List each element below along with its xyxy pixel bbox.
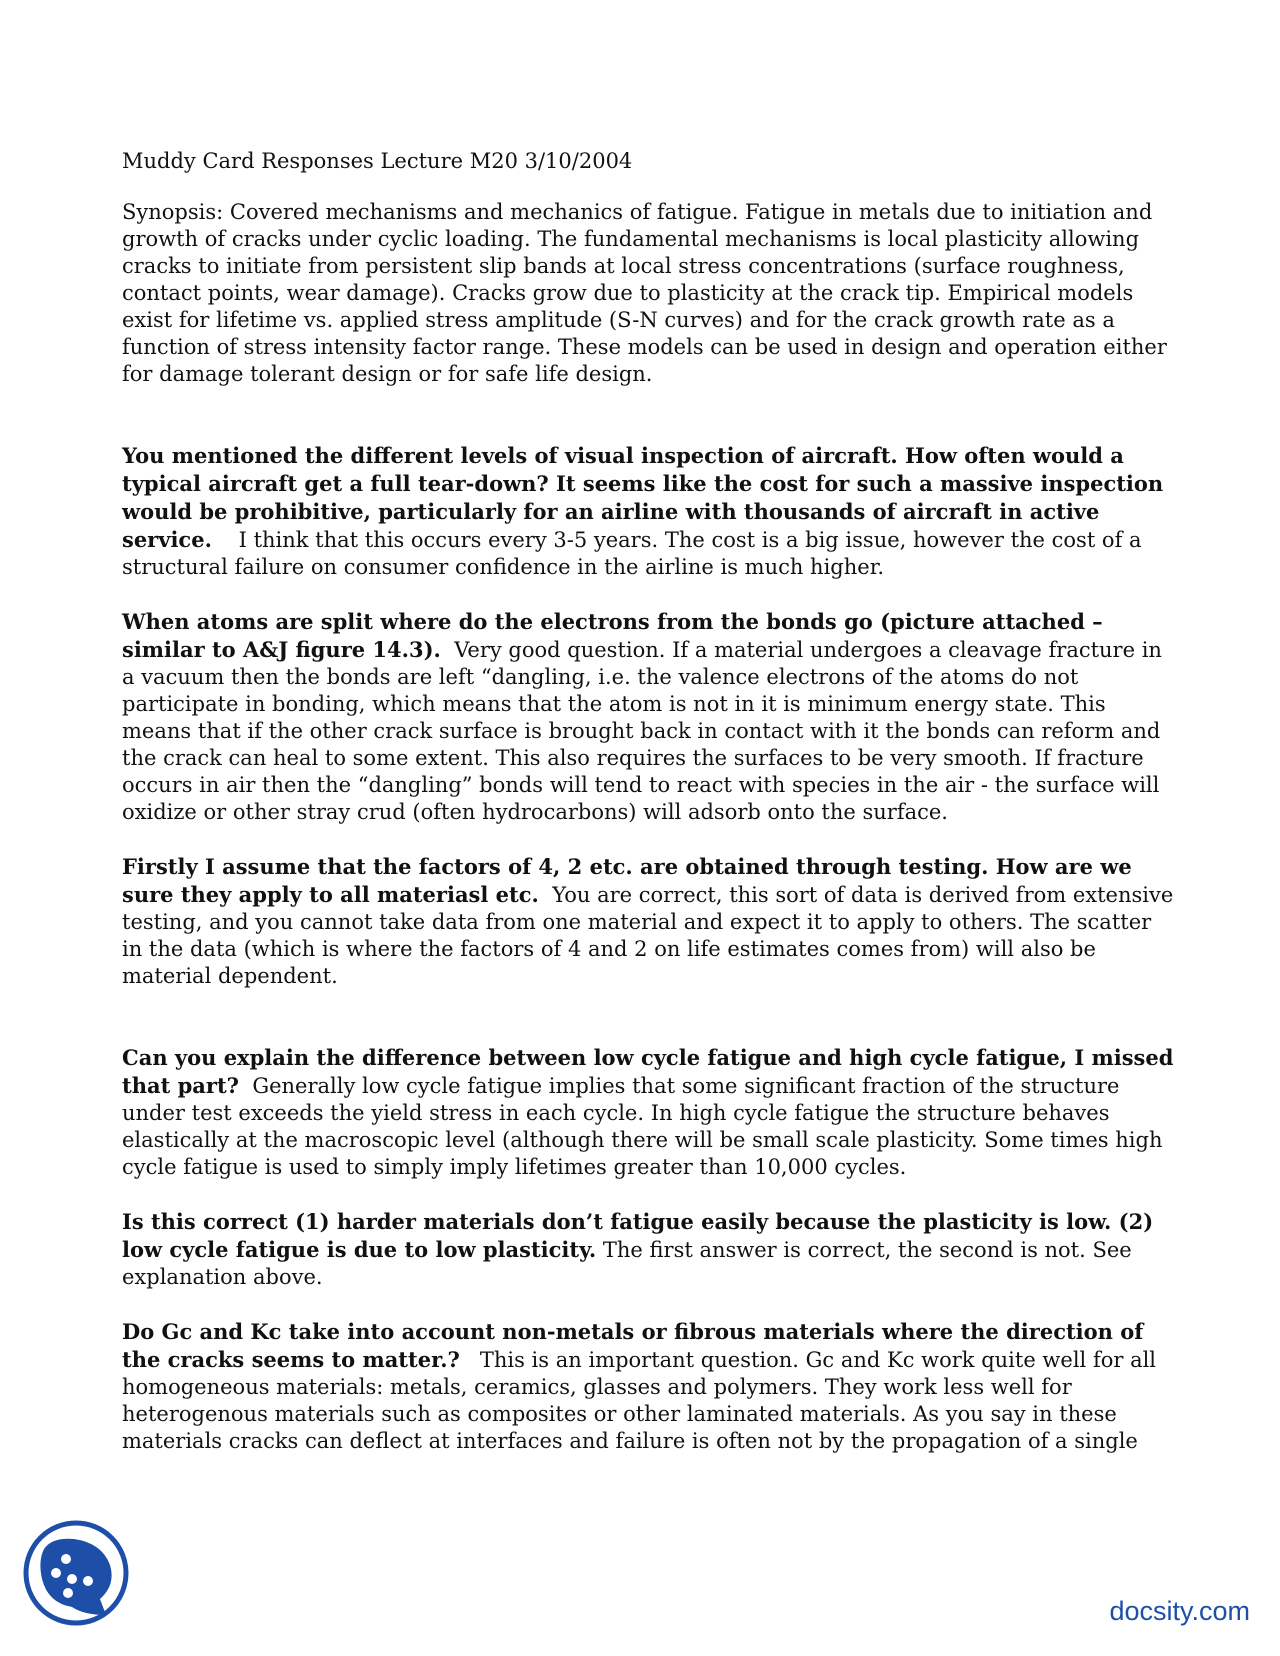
qa-answer: This is an important question. Gc and Kc work quite well for all homogeneous materials: metals, ceramics, glasses and polymers. They work less well for heterogenous materials such as composites or other laminated materials. As you say in these materials cracks can deflect at interfaces and failure is often not by the propagation of a single xyxy=(122,1348,1157,1453)
qa-item xyxy=(122,1318,1174,1455)
qa-answer: The first answer is correct, the second is not. See explanation above. xyxy=(122,1238,1132,1289)
synopsis-paragraph: Synopsis: Covered mechanisms and mechanics of fatigue. Fatigue in metals due to initiation and growth of cracks under cyclic loading. The fundamental mechanisms is local plasticity allowing cracks to initiate from persistent slip bands at local stress concentrations (surface roughness, contact points, wear damage). Cracks grow due to plasticity at the crack tip. Empirical models exist for lifetime vs. applied stress amplitude (S-N curves) and for the crack growth rate as a function of stress intensity factor range. These models can be used in design and operation either for damage tolerant design or for safe life design. xyxy=(122,200,1167,386)
qa-question: Is this correct (1) harder materials don’t fatigue easily because the plasticity is low. (2) low cycle fatigue is due to low plasticity. xyxy=(122,1209,1154,1262)
qa-item xyxy=(122,1044,1174,1181)
qa-item xyxy=(122,853,1174,990)
qa-question: Can you explain the difference between low cycle fatigue and high cycle fatigue, I missed that part? xyxy=(122,1045,1174,1098)
qa-question: Do Gc and Kc take into account non-metals or fibrous materials where the direction of the cracks seems to matter.? xyxy=(122,1319,1144,1372)
docsity-logo-icon xyxy=(22,1519,130,1627)
qa-answer: You are correct, this sort of data is derived from extensive testing, and you cannot take data from one material and expect it to apply to others. The scatter in the data (which is where the factors of 4 and 2 on life estimates comes from) will also be material dependent. xyxy=(122,883,1174,988)
qa-item xyxy=(122,1208,1174,1291)
qa-question: When atoms are split where do the electrons from the bonds go (picture attached – similar to A&J figure 14.3). xyxy=(122,609,1103,662)
document-body xyxy=(122,148,1174,1482)
qa-item xyxy=(122,608,1174,826)
document-title: Muddy Card Responses Lecture M20 3/10/2004 xyxy=(122,149,633,173)
qa-item xyxy=(122,442,1174,581)
docsity-brand-link[interactable]: docsity.com xyxy=(1109,1596,1250,1626)
qa-question: You mentioned the different levels of visual inspection of aircraft. How often would a typical aircraft get a full tear-down? It seems like the cost for such a massive inspection would be prohibitive, particularly for an airline with thousands of aircraft in active service. xyxy=(122,443,1164,552)
qa-answer: I think that this occurs every 3-5 years. The cost is a big issue, however the cost of a structural failure on consumer confidence in the airline is much higher. xyxy=(122,528,1142,579)
qa-answer: Very good question. If a material undergoes a cleavage fracture in a vacuum then the bonds are left “dangling, i.e. the valence electrons of the atoms do not participate in bonding, which means that the atom is not in it is minimum energy state. This means that if the other crack surface is brought back in contact with it the bonds can reform and the crack can heal to some extent. This also requires the surfaces to be very smooth. If fracture occurs in air then the “dangling” bonds will tend to react with species in the air - the surface will oxidize or other stray crud (often hydrocarbons) will adsorb onto the surface. xyxy=(122,638,1162,824)
qa-answer: Generally low cycle fatigue implies that some significant fraction of the structure under test exceeds the yield stress in each cycle. In high cycle fatigue the structure behaves elastically at the macroscopic level (although there will be small scale plasticity. Some times high cycle fatigue is used to simply imply lifetimes greater than 10,000 cycles. xyxy=(122,1074,1163,1179)
qa-question: Firstly I assume that the factors of 4, 2 etc. are obtained through testing. How are we sure they apply to all materiasl etc. xyxy=(122,854,1132,907)
